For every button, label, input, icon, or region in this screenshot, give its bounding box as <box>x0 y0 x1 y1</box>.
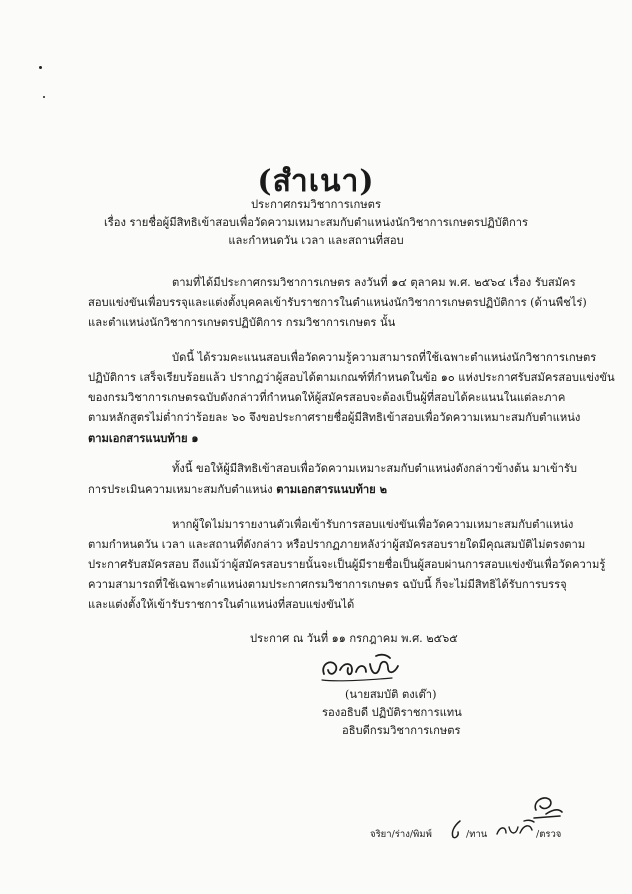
para3-line-1: ทั้งนี้ ขอให้ผู้มีสิทธิเข้าสอบเพื่อวัดความเหมาะสมกับตำแหน่งดังกล่าวข้างต้น มาเข้ารับ <box>172 462 577 475</box>
agency-title: ประกาศกรมวิชาการเกษตร <box>251 198 381 211</box>
signature-scribble <box>318 650 408 686</box>
initials-scribble <box>526 788 566 822</box>
signer-position-2: อธิบดีกรมวิชาการเกษตร <box>342 724 461 737</box>
footer-checked-by: /ทาน <box>466 829 488 840</box>
para1-line-1: ตามที่ได้มีประกาศกรมวิชาการเกษตร ลงวันที่ ๑๔ ตุลาคม พ.ศ. ๒๕๖๔ เรื่อง รับสมัคร <box>172 276 576 289</box>
para2-line-3: ของกรมวิชาการเกษตรฉบับดังกล่าวที่กำหนดให้ผู้สมัครสอบจะต้องเป็นผู้ที่สอบได้คะแนนในแต่ละภาค <box>88 391 566 404</box>
subject-line-2: และกำหนดวัน เวลา และสถานที่สอบ <box>228 234 404 247</box>
para3-line-2-text: การประเมินความเหมาะสมกับตำแหน่ง <box>88 483 277 496</box>
para3-attachment-ref: ตามเอกสารแนบท้าย ๒ <box>276 482 388 496</box>
para4-line-3: ประกาศรับสมัครสอบ ถึงแม้ว่าผู้สมัครสอบรายนั้นจะเป็นผู้มีรายชื่อเป็นผู้สอบผ่านการสอบแข่งขันเพื่อวัดความรู้ <box>88 558 606 571</box>
para2-line-1: บัดนี้ ได้รวมคะแนนสอบเพื่อวัดความรู้ความสามารถที่ใช้เฉพาะตำแหน่งนักวิชาการเกษตร <box>172 351 597 364</box>
footer-verified-by: /ตรวจ <box>536 829 562 840</box>
copy-mark: (สำเนา) <box>257 164 375 199</box>
footer-typed-by: จริยา/ร่าง/พิมพ์ <box>370 829 432 840</box>
signer-name: (นายสมบัติ ตงเต๊า) <box>345 688 437 701</box>
announce-date: ประกาศ ณ วันที่ ๑๑ กรกฎาคม พ.ศ. ๒๕๖๕ <box>250 632 458 645</box>
para4-line-1: หากผู้ใดไม่มารายงานตัวเพื่อเข้ารับการสอบแข่งขันเพื่อวัดความเหมาะสมกับตำแหน่ง <box>172 518 574 531</box>
para4-line-5: และแต่งตั้งให้เข้ารับราชการในตำแหน่งที่สอบแข่งขันได้ <box>88 598 355 611</box>
typist-initial <box>446 818 468 840</box>
para4-line-4: ความสามารถที่ใช้เฉพาะตำแหน่งตามประกาศกรมวิชาการเกษตร ฉบับนี้ ก็จะไม่มีสิทธิได้รับการบรรจุ <box>88 578 567 591</box>
para2-line-2: ปฏิบัติการ เสร็จเรียบร้อยแล้ว ปรากฏว่าผู้สอบได้ตามเกณฑ์ที่กำหนดในข้อ ๑๐ แห่งประกาศรับสมัครสอบแข่งขัน <box>88 371 615 384</box>
signer-position-1: รองอธิบดี ปฏิบัติราชการแทน <box>322 706 462 719</box>
para4-line-2: ตามกำหนดวัน เวลา และสถานที่ดังกล่าว หรือปรากฏภายหลังว่าผู้สมัครสอบรายใดมีคุณสมบัติไม่ตรงตาม <box>88 538 586 551</box>
margin-speck <box>43 96 45 98</box>
para3-line-2 <box>88 482 387 497</box>
margin-speck <box>39 66 42 69</box>
para1-line-3: และตำแหน่งนักวิชาการเกษตรปฏิบัติการ กรมวิชาการเกษตร นั้น <box>88 316 396 329</box>
checker-initial <box>494 818 536 840</box>
para1-line-2: สอบแข่งขันเพื่อบรรจุและแต่งตั้งบุคคลเข้ารับราชการในตำแหน่งนักวิชาการเกษตรปฏิบัติการ (ด้านพืชไร่) <box>88 296 587 309</box>
subject-line-1: เรื่อง รายชื่อผู้มีสิทธิเข้าสอบเพื่อวัดความเหมาะสมกับตำแหน่งนักวิชาการเกษตรปฏิบัติการ <box>103 216 529 229</box>
para2-line-5: ตามเอกสารแนบท้าย ๑ <box>88 431 199 445</box>
para2-line-4: ตามหลักสูตรไม่ต่ำกว่าร้อยละ ๖๐ จึงขอประกาศรายชื่อผู้มีสิทธิเข้าสอบเพื่อวัดความเหมาะสมกับตำแหน่ง <box>88 411 581 424</box>
